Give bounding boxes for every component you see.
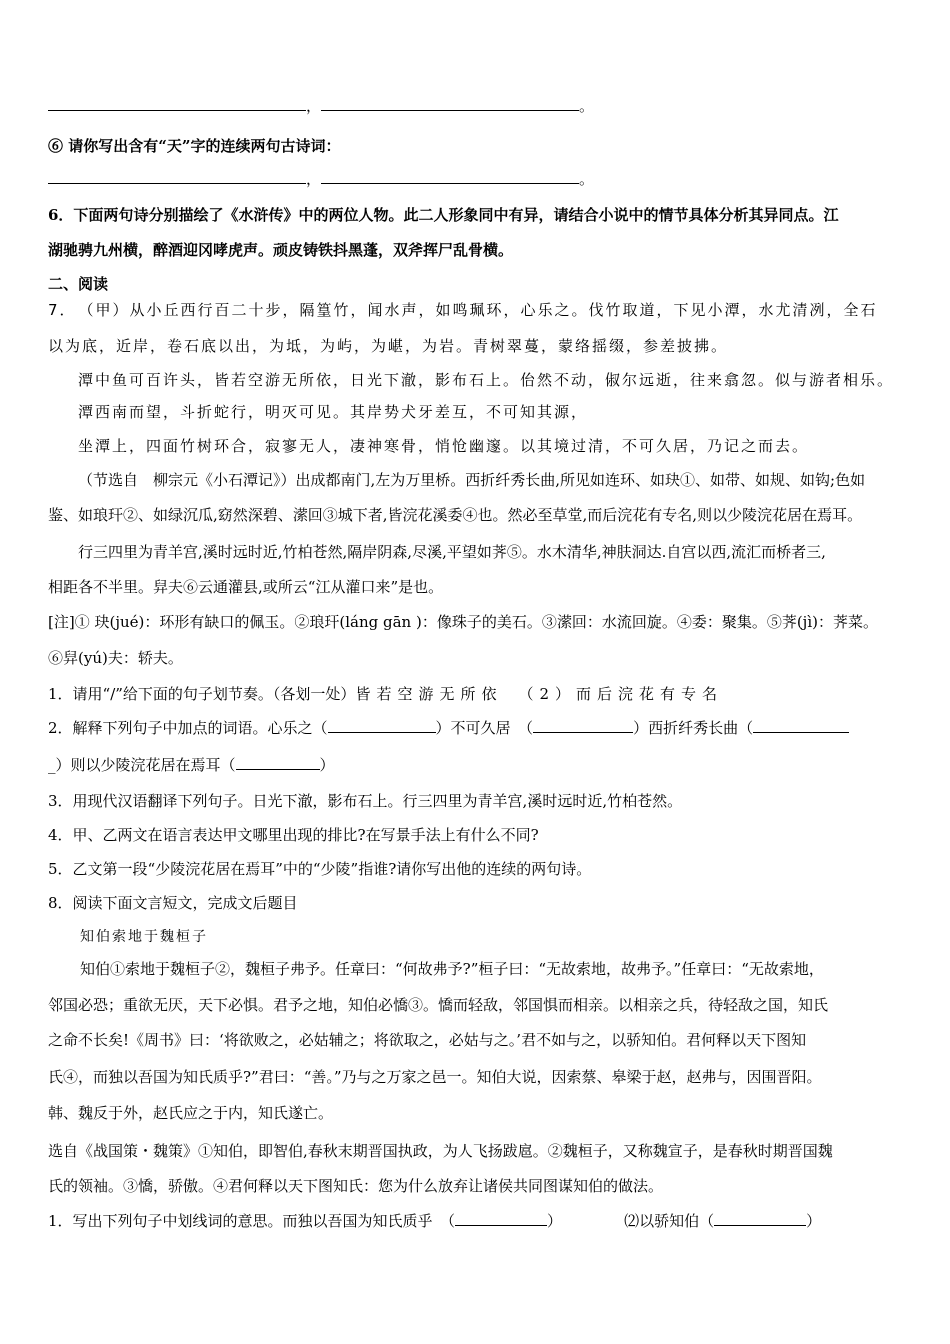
passage-yi-line-1: （节选自 柳宗元《小石潭记》）出成都南门,左为万里桥。西折纤秀长曲,所见如连环、如玦①、如带、如规、如钩;色如: [78, 471, 866, 489]
classical-passage-line-3: 之命不长矣!《周书》曰：‘将欲败之，必姑辅之；将欲取之，必姑与之。’君不如与之，以骄知伯。君何释以天下图知: [48, 1031, 807, 1049]
question-2-line-1: 2．解释下列句子中加点的词语。心乐之（ ）不可久居 （ ）西折纤秀长曲（: [48, 718, 849, 738]
classical-passage-line-2: 邻国必恐；重欲无厌，天下必惧。君予之地，知伯必憍③。憍而轻敌，邻国惧而相亲。以相亲之兵，待轻敌之国，知氏: [48, 996, 829, 1014]
q6b-line-1: 6．下面两句诗分别描绘了《水浒传》中的两位人物。此二人形象同中有异，请结合小说中的情节具体分析其异同点。江: [48, 206, 839, 224]
classical-passage-line-5: 韩、魏反于外，赵氏应之于内，知氏遂亡。: [48, 1104, 334, 1122]
q6b-line-2: 湖驰骋九州横，醉酒迎冈哮虎声。顽皮铸铁抖黑蓬，双斧挥尸乱骨横。: [48, 241, 514, 259]
fill-line-5: ， 。: [48, 96, 594, 116]
passage-jia-line-4: 潭西南而望，斗折蛇行，明灭可见。其岸势犬牙差互，不可知其源，: [78, 403, 589, 421]
answer-blank[interactable]: [48, 96, 306, 111]
question-5: 5．乙文第一段“少陵浣花居在焉耳”中的“少陵”指谁?请你写出他的连续的两句诗。: [48, 860, 592, 878]
question-4: 4．甲、乙两文在语言表达甲文哪里出现的排比?在写景手法上有什么不同?: [48, 826, 539, 844]
question-8-1: 1．写出下列句子中划线词的意思。而独以吾国为知氏质乎 （ ） ⑵以骄知伯（ ）: [48, 1212, 822, 1230]
passage-title: 知伯索地于魏桓子: [80, 929, 208, 945]
annotation-line-1: [注]① 玦(jué)：环形有缺口的佩玉。②琅玕(láng gān )：像珠子的美石。③潆回：水流回旋。④委：聚集。⑤荠(jì)：荠菜。: [48, 613, 878, 631]
passage-yi-line-4: 相距各不半里。舁夫⑥云通灌县,或所云“江从灌口来”是也。: [48, 578, 444, 596]
source-note-line-1: 选自《战国策・魏策》①知伯，即智伯,春秋末期晋国执政，为人飞扬跋扈。②魏桓子，又称魏宣子，是春秋时期晋国魏: [48, 1142, 833, 1160]
answer-blank[interactable]: [533, 718, 633, 733]
answer-blank[interactable]: [48, 169, 306, 184]
question-1: 1．请用“/”给下面的句子划节奏。（各划一处）皆若空游无所依 （2）而后浣花有专名: [48, 685, 723, 703]
answer-blank[interactable]: [328, 718, 436, 733]
question-8: 8．阅读下面文言短文，完成文后题目: [48, 894, 298, 912]
question-2-line-2: _）则以少陵浣花居在焉耳（ ）: [48, 756, 335, 774]
q6-prompt: ⑥ 请你写出含有“天”字的连续两句古诗词：: [48, 137, 341, 155]
passage-jia-line-1: 7． （甲）从小丘西行百二十步，隔篁竹，闻水声，如鸣珮环，心乐之。伐竹取道，下见小潭，水尤清冽，全石: [48, 301, 878, 319]
section-heading-reading: 二、阅读: [48, 275, 109, 293]
classical-passage-line-1: 知伯①索地于魏桓子②，魏桓子弗予。任章曰：“何故弗予?”桓子曰：“无故索地，故弗予。”任章曰：“无故索地，: [80, 960, 824, 978]
fill-line-6: ， 。: [48, 169, 594, 189]
classical-passage-line-4: 氏④，而独以吾国为知氏质乎?”君曰：“善。”乃与之万家之邑一。知伯大说，因索蔡、皋梁于赵，赵弗与，因围晋阳。: [48, 1068, 822, 1086]
passage-yi-line-3: 行三四里为青羊宫,溪时远时近,竹柏苍然,隔岸阴森,尽溪,平望如荠⑤。水木清华,神肤洞达.自宫以西,流汇而桥者三,: [78, 543, 826, 561]
answer-blank[interactable]: [753, 718, 849, 733]
annotation-line-2: ⑥舁(yú)夫：轿夫。: [48, 649, 183, 667]
answer-blank[interactable]: [714, 1211, 806, 1226]
passage-jia-line-3: 潭中鱼可百许头，皆若空游无所依，日光下澈，影布石上。佁然不动，俶尔远逝，往来翕忽。似与游者相乐。: [78, 371, 895, 389]
passage-jia-line-5: 坐潭上，四面竹树环合，寂寥无人，凄神寒骨，悄怆幽邃。以其境过清，不可久居，乃记之而去。: [78, 437, 810, 455]
answer-blank[interactable]: [236, 755, 320, 770]
answer-blank[interactable]: [455, 1211, 547, 1226]
answer-blank[interactable]: [321, 169, 579, 184]
source-note-line-2: 氏的领袖。③憍，骄傲。④君何释以天下图知氏：您为什么放弃让诸侯共同图谋知伯的做法。: [48, 1177, 664, 1195]
question-3: 3．用现代汉语翻译下列句子。日光下澈，影布石上。行三四里为青羊宫,溪时远时近,竹柏苍然。: [48, 792, 683, 810]
answer-blank[interactable]: [321, 96, 579, 111]
passage-jia-line-2: 以为底，近岸，卷石底以出，为坻，为屿，为嵁，为岩。青树翠蔓，蒙络摇缀，参差披拂。: [48, 337, 729, 355]
passage-yi-line-2: 鉴、如琅玕②、如绿沉瓜,窈然深碧、潆回③城下者,皆浣花溪委④也。然必至草堂,而后浣花有专名,则以少陵浣花居在焉耳。: [48, 506, 863, 524]
